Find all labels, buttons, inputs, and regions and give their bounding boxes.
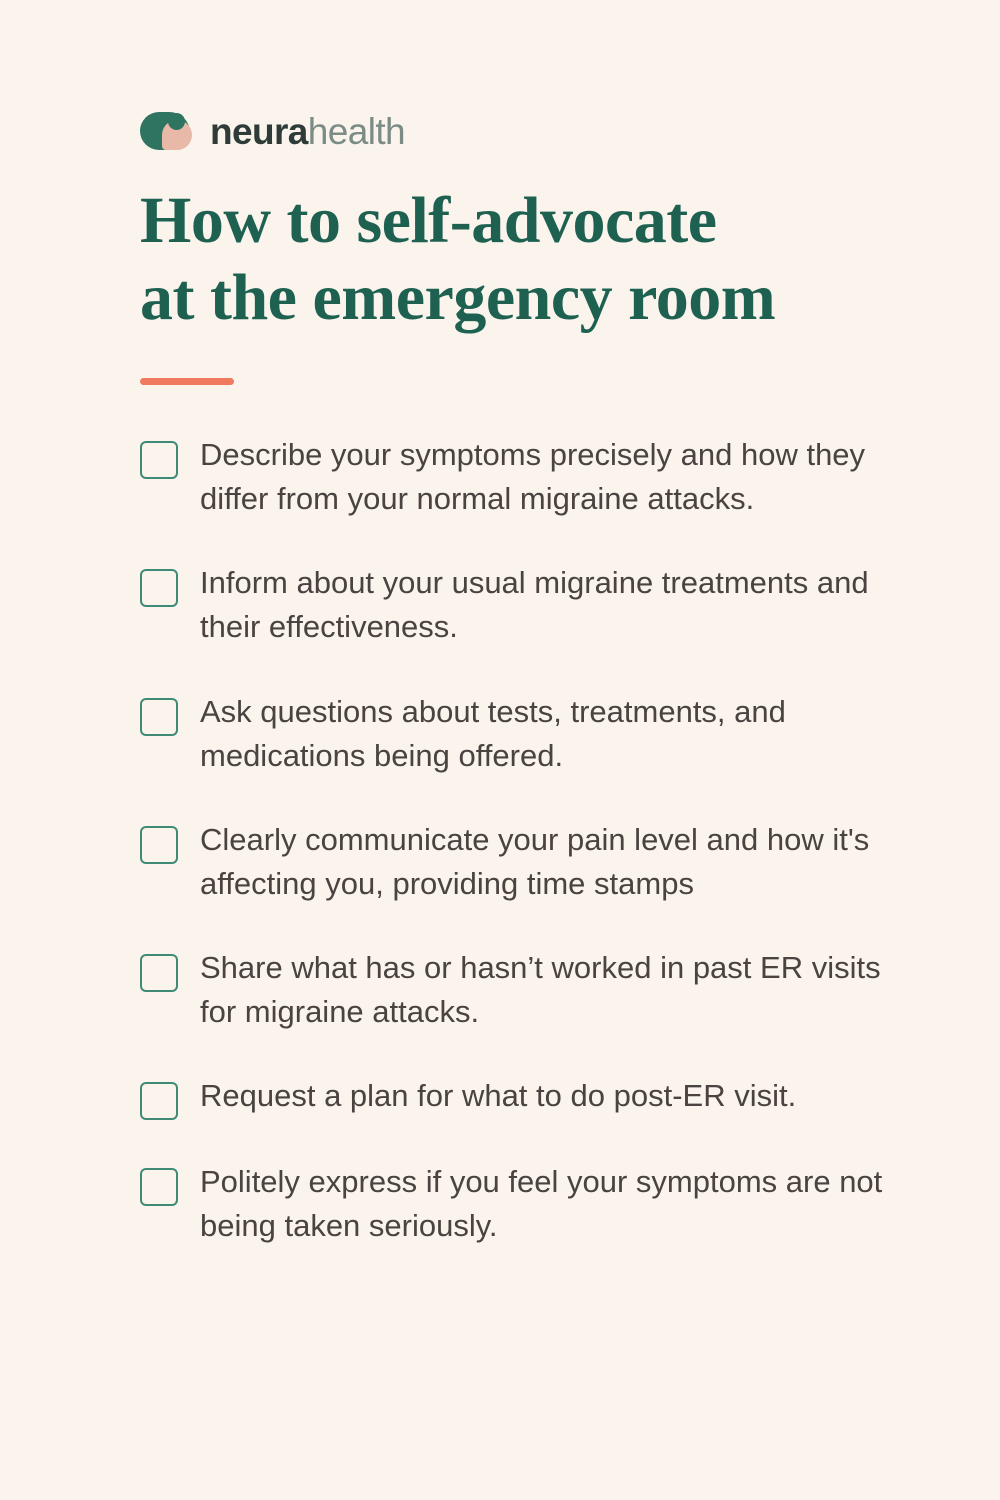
list-item[interactable] bbox=[140, 1160, 900, 1248]
checkbox[interactable] bbox=[140, 1168, 178, 1206]
list-item-label: Share what has or hasn’t worked in past ER visits for migraine attacks. bbox=[200, 949, 881, 1029]
list-item[interactable] bbox=[140, 1074, 900, 1120]
brand-name-light: health bbox=[307, 110, 405, 152]
list-item[interactable] bbox=[140, 818, 900, 906]
checkbox[interactable] bbox=[140, 826, 178, 864]
accent-divider bbox=[140, 378, 234, 385]
checkbox[interactable] bbox=[140, 954, 178, 992]
list-item[interactable] bbox=[140, 561, 900, 649]
page-title bbox=[140, 182, 900, 336]
list-item-label: Politely express if you feel your symptoms are not being taken seriously. bbox=[200, 1163, 883, 1243]
brand-name-bold: neura bbox=[210, 110, 308, 152]
list-item-label: Ask questions about tests, treatments, and medications being offered. bbox=[200, 693, 786, 773]
checkbox[interactable] bbox=[140, 441, 178, 479]
checkbox[interactable] bbox=[140, 569, 178, 607]
list-item-label: Describe your symptoms precisely and how they differ from your normal migraine attacks. bbox=[200, 437, 866, 517]
checklist bbox=[140, 433, 900, 1247]
page-title-line-2: at the emergency room bbox=[140, 261, 776, 335]
neurahealth-blob-logo bbox=[140, 110, 196, 152]
list-item-label: Request a plan for what to do post-ER visit. bbox=[200, 1077, 797, 1113]
list-item-label: Clearly communicate your pain level and how it's affecting you, providing time stamps bbox=[200, 821, 870, 901]
list-item[interactable] bbox=[140, 690, 900, 778]
list-item[interactable] bbox=[140, 433, 900, 521]
brand-wordmark bbox=[210, 110, 405, 152]
checkbox[interactable] bbox=[140, 1082, 178, 1120]
checkbox[interactable] bbox=[140, 698, 178, 736]
list-item[interactable] bbox=[140, 946, 900, 1034]
brand-logo bbox=[140, 108, 900, 154]
list-item-label: Inform about your usual migraine treatments and their effectiveness. bbox=[200, 565, 869, 645]
page-title-line-1: How to self-advocate bbox=[140, 184, 717, 257]
